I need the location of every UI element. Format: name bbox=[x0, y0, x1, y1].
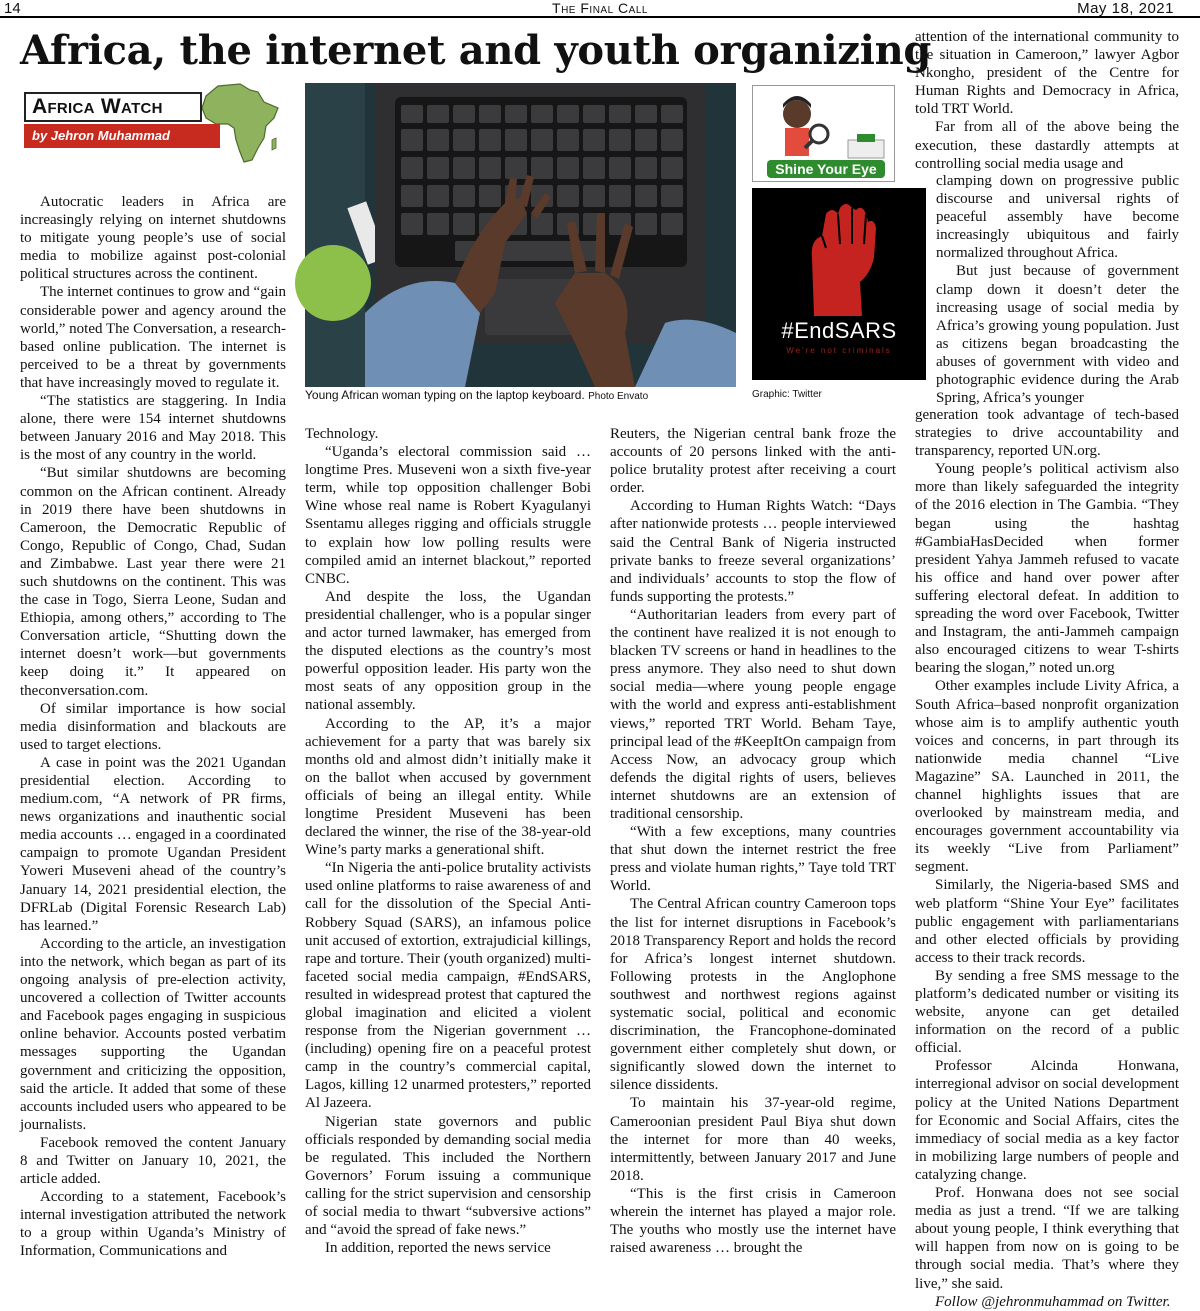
paragraph-continuation: Reuters, the Nigerian central bank froze the accounts of 20 persons linked with the anti-police brutality protest after receiving a court order. bbox=[610, 426, 896, 497]
article-column-4-wrap bbox=[936, 172, 1179, 407]
photo-credit: Photo Envato bbox=[588, 391, 649, 402]
laptop-photo bbox=[305, 83, 736, 387]
paragraph-continuation: attention of the international community to the situation in Cameroon,” lawyer Agbor Nkongho, president of the Centre for Human Rights and Democracy in Africa, told TRT World. bbox=[915, 29, 1179, 118]
africa-watch-title: Africa Watch bbox=[24, 92, 202, 122]
paragraph: “But similar shutdowns are becoming common on the African continent. Already in 2019 there have been shutdowns in Cameroon, the Democratic Republic of Congo, Republic of Congo, Chad, Sudan and Zimbabwe. Last year there were 21 such shutdowns on the continent. This was the case in Togo, Sierra Leone, Sudan and Ethiopia, among others,” according to The Conversation article, “Shutting down the internet doesn’t work—but governments keep doing it.” It appeared on theconversation.com. bbox=[20, 465, 286, 699]
paragraph: “The statistics are staggering. In India alone, there were 154 internet shutdowns between January 2016 and May 2018. This is the most of any country in the world. bbox=[20, 393, 286, 464]
publication-name: The Final Call bbox=[552, 0, 648, 16]
paragraph-continuation: Technology. bbox=[305, 426, 379, 442]
shine-your-eye-text: Shine Your Eye bbox=[767, 160, 885, 178]
paragraph: Of similar importance is how social media disinformation and blackouts are used to target elections. bbox=[20, 700, 286, 753]
paragraph: Prof. Honwana does not see social media as just a trend. “If we are talking about young people, I think everything that will happen from now on is going to be through social media. That’s where they live,” she said. bbox=[915, 1185, 1179, 1292]
article-column-4 bbox=[915, 406, 1179, 1311]
paragraph: Other examples include Livity Africa, a South Africa–based nonprofit organization whose aim is to amplify authentic youth voices and concerns, in part through its nationwide media channel “Live Magazine” SA. Launched in 2011, the channel highlights issues that are overlooked by mainstream media, and encourages government accountability via its weekly “Live from Parliament” segment. bbox=[915, 678, 1179, 876]
paragraph: “Authoritarian leaders from every part of the continent have realized it is not enough to blacken TV screens or hand in headlines to the press anymore. They also need to shut down social media—where young people engage with the world and express anti-establishment views,” reported TRT World. Beham Taye, principal lead of the #KeepItOn campaign from Access Now, an advocacy group which defends the digital rights of users, believes internet shutdowns are an extension of traditional censorship. bbox=[610, 606, 896, 822]
article-column-4-top bbox=[915, 28, 1179, 173]
paragraph: “Uganda’s electoral commission said … longtime Pres. Museveni won a sixth five-year term, while top opposition challenger Bobi Wine whose real name is Robert Kyagulanyi Ssentamu alleges rigging and officials struggle to explain how low polling results were compiled amid an internet blackout,” reported CNBC. bbox=[305, 444, 591, 587]
paragraph: In addition, reported the news service bbox=[325, 1240, 551, 1257]
author-signoff: Follow @jehronmuhammad on Twitter. bbox=[935, 1293, 1171, 1310]
paragraph: According to Human Rights Watch: “Days after nationwide protests … people interviewed said the Central Bank of Nigeria instructed private banks to freeze several organizations’ and individuals’ accounts to stop the flow of funds supporting the protests.” bbox=[610, 498, 896, 605]
paragraph-continuation: clamping down on progressive public discourse and universal rights of peaceful assembly have become increasingly ubiquitous and fairly normalized throughout Africa. bbox=[936, 173, 1179, 262]
paragraph: Young people’s political activism also more than likely safeguarded the integrity of the 2016 election in The Gambia. “They began using the hashtag #GambiaHasDecided when former president Yahya Jammeh refused to vacate his office and hand over power after suffering electoral defeat. In addition to spreading the word over Facebook, Twitter and Instagram, the anti-Jammeh campaign also encouraged citizens to wear T-shirts bearing the slogan,” noted un.org bbox=[915, 461, 1179, 677]
author-byline: by Jehron Muhammad bbox=[24, 124, 220, 148]
paragraph: A case in point was the 2021 Ugandan presidential election. According to medium.com, “A network of PR firms, news organizations and inauthentic social media accounts … engaged in a coordinated campaign to promote Ugandan President Yoweri Museveni ahead of the country’s January 14, 2021 presidential election, the DFRLab (Digital Forensic Research Lab) has learned.” bbox=[20, 754, 286, 934]
paragraph: According to the AP, it’s a major achievement for a party that was barely six months old and almost didn’t initially make it on the ballot when accused by government officials of being an illegal entity. While longtime President Museveni has been declared the winner, the rise of the 38-year-old Wine’s party marks a generational shift. bbox=[305, 715, 591, 859]
article-column-2 bbox=[305, 425, 591, 1257]
headline: Africa, the internet and youth organizing bbox=[20, 27, 932, 74]
paragraph: Autocratic leaders in Africa are increasingly relying on internet shutdowns to mitigate young people’s use of social media to mobilize against post-colonial political structures across the continent. bbox=[20, 194, 286, 283]
article-column-1 bbox=[20, 193, 286, 1261]
laptop-photo-caption bbox=[305, 388, 648, 402]
laptop-keyboard-image bbox=[305, 83, 736, 387]
paragraph: According to a statement, Facebook’s internal investigation attributed the network to a group within Uganda’s Ministry of Information, Communications and bbox=[20, 1189, 286, 1260]
paragraph: “This is the first crisis in Cameroon wherein the internet has played a major role. The youths who mostly use the internet have raised awareness … brought the bbox=[610, 1185, 896, 1257]
issue-date: May 18, 2021 bbox=[1077, 0, 1174, 17]
paragraph: Similarly, the Nigeria-based SMS and web platform “Shine Your Eye” facilitates public engagement with parliamentarians and other elected officials by providing access to their track records. bbox=[915, 877, 1179, 966]
paragraph: But just because of government clamp down it doesn’t deter the increasing usage of social media by Africa’s growing young population. Just as citizens began broadcasting the abuses of government with video and photographic evidence during the Arab Spring, Africa’s younger bbox=[936, 263, 1179, 407]
paragraph: The internet continues to grow and “gain considerable power and agency around the world,” noted The Conversation, a research-based online publication. The internet is perceived to be a threat by governments that have increasingly moved to regulate it. bbox=[20, 284, 286, 391]
article-column-3 bbox=[610, 425, 896, 1257]
endsars-caption: Graphic: Twitter bbox=[752, 389, 822, 400]
endsars-hashtag: #EndSARS bbox=[781, 318, 897, 343]
paragraph: To maintain his 37-year-old regime, Cameroonian president Paul Biya shut down the internet for more than 40 weeks, intermittently, between January 2017 and June 2018. bbox=[610, 1095, 896, 1184]
paragraph: Nigerian state governors and public officials responded by demanding social media be regulated. This included the Northern Governors’ Forum issuing a communique calling for the strict supervision and censorship of social media to thwart “subversive actions” and “avoid the spread of fake news.” bbox=[305, 1113, 591, 1239]
paragraph: The Central African country Cameroon tops the list for internet disruptions in Facebook’s 2018 Transparency Report and holds the record for Africa’s longest internet shutdown. Following protests in the Anglophone southwest and northwest regions against systematic social, political and economic discrimination, the Francophone-dominated government either completely shut down, or significantly slowed down the internet to silence dissidents. bbox=[610, 896, 896, 1094]
africa-map-icon bbox=[188, 82, 288, 164]
caption-text: Young African woman typing on the laptop keyboard. bbox=[305, 388, 585, 402]
paragraph-continuation: generation took advantage of tech-based strategies to drive accountability and transparency, reported UN.org. bbox=[915, 407, 1179, 460]
paragraph: Far from all of the above being the execution, these dastardly attempts at controlling social media usage and bbox=[915, 119, 1179, 172]
endsars-graphic bbox=[752, 188, 926, 380]
paragraph: And despite the loss, the Ugandan presidential challenger, who is a popular singer and actor turned lawmaker, has emerged from the disputed elections as the country’s most powerful opposition leader. His party won the most seats of any opposition group in the national assembly. bbox=[305, 588, 591, 714]
paragraph: By sending a free SMS message to the platform’s dedicated number or visiting its website, anyone can get detailed information on the record of a public official. bbox=[915, 967, 1179, 1057]
paragraph: Facebook removed the content January 8 and Twitter on January 10, 2021, the article added. bbox=[20, 1134, 286, 1188]
shine-your-eye-logo bbox=[752, 85, 895, 182]
paragraph: “With a few exceptions, many countries that shut down the internet restrict the free press and violate human rights,” Taye told TRT World. bbox=[610, 824, 896, 895]
page-number: 14 bbox=[4, 0, 21, 17]
africa-watch-logo bbox=[20, 82, 290, 164]
paragraph: Professor Alcinda Honwana, interregional advisor on social development policy at the United Nations Department for Economic and Social Affairs, cites the immediacy of social media as a key factor in mobilizing large numbers of people and catalyzing change. bbox=[915, 1058, 1179, 1183]
paragraph: According to the article, an investigation into the network, which began as part of its ongoing analysis of pre-election activity, uncovered a collection of Twitter accounts and Facebook pages engaging in suspicious online behavior. Accounts posted verbatim messages supporting the Ugandan government and criticizing the opposition, said the article. It added that some of these accounts included users who appeared to be journalists. bbox=[20, 935, 286, 1133]
endsars-subtext: We're not criminals bbox=[786, 346, 892, 355]
paragraph: “In Nigeria the anti-police brutality activists used online platforms to raise awareness of and call for the dissolution of the Special Anti-Robbery Squad (SARS), an infamous police unit accused of extortion, extrajudicial killings, rape and torture. Their (youth organized) multi-faceted social media campaign, #EndSARS, resulted in widespread protest that captured the global imagination and elicited a violent response from the Nigerian government … (including) opening fire on a peaceful protest camp in the country’s commercial capital, Lagos, killing 12 unarmed protesters,” reported Al Jazeera. bbox=[305, 860, 591, 1112]
